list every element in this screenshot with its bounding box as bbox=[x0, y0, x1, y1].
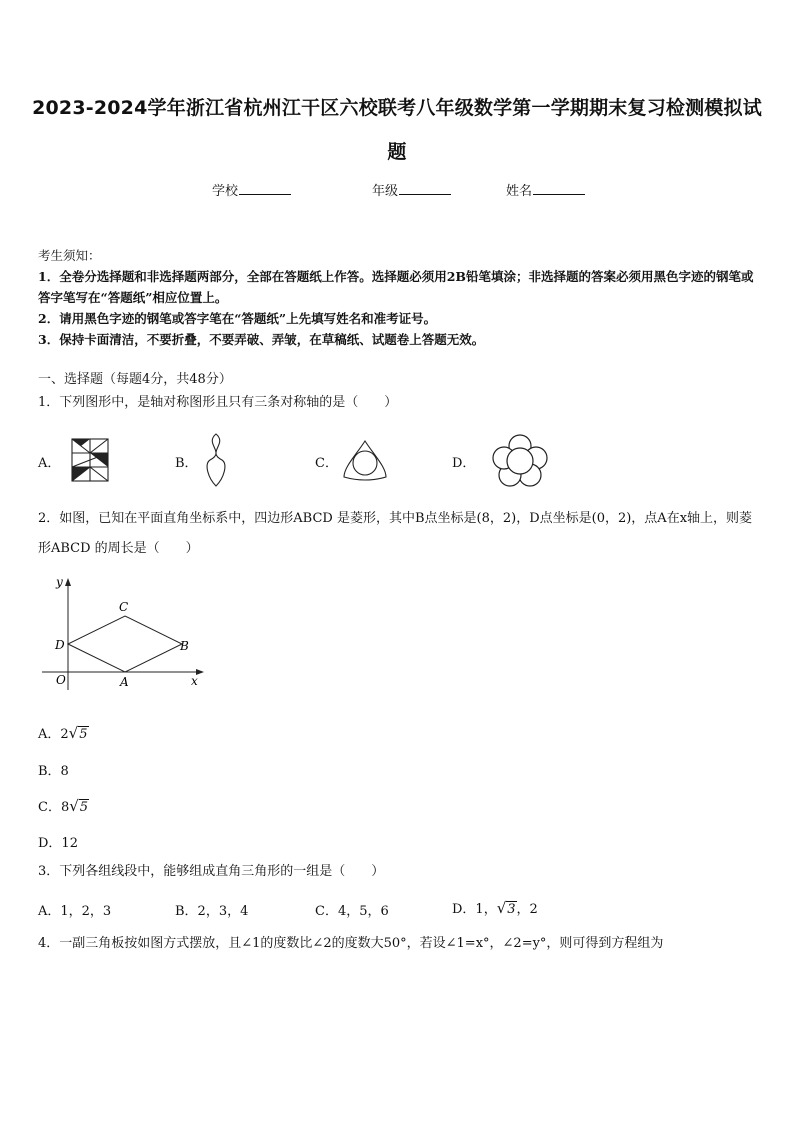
grade-field[interactable]: 年级 bbox=[372, 180, 451, 199]
name-blank[interactable] bbox=[533, 182, 585, 195]
q1-option-b-label[interactable]: B． bbox=[175, 456, 198, 471]
question-2-stem: 2．如图，已知在平面直角坐标系中，四边形ABCD 是菱形，其中B点坐标是(8，2)，D点坐标是(0，2)，点A在x轴上，则菱形ABCD 的周长是（ ） bbox=[38, 511, 753, 556]
title-line-2: 题 bbox=[387, 141, 407, 163]
notice-item-2: 2．请用黑色字迹的钢笔或答字笔在“答题纸”上先填写姓名和准考证号。 bbox=[38, 311, 437, 326]
school-blank[interactable] bbox=[239, 182, 291, 195]
q2-option-c[interactable]: C．8√5 bbox=[38, 797, 89, 815]
sqrt-symbol: √5 bbox=[69, 797, 89, 815]
sqrt-symbol: √5 bbox=[68, 724, 88, 742]
y-axis-label: y bbox=[56, 575, 63, 589]
notice-heading: 考生须知： bbox=[38, 248, 101, 263]
q1-option-d-figure bbox=[492, 433, 548, 487]
q1-option-a-label[interactable]: A． bbox=[38, 456, 61, 471]
section-heading: 一、选择题（每题4分，共48分） bbox=[38, 372, 232, 387]
origin-label: O bbox=[56, 673, 66, 687]
point-c-label: C bbox=[119, 600, 129, 614]
q3-option-b[interactable]: B．2，3，4 bbox=[175, 904, 249, 919]
name-field[interactable]: 姓名 bbox=[506, 180, 585, 199]
q2-option-a[interactable]: A．2√5 bbox=[38, 724, 88, 742]
exam-title bbox=[30, 86, 764, 174]
question-1-stem: 1．下列图形中，是轴对称图形且只有三条对称轴的是（ ） bbox=[38, 395, 398, 410]
q1-option-c-figure bbox=[340, 437, 390, 483]
title-line-1: 2023-2024学年浙江省杭州江干区六校联考八年级数学第一学期期末复习检测模拟试 bbox=[32, 97, 762, 119]
q3-option-c[interactable]: C．4，5，6 bbox=[315, 904, 389, 919]
q2-rhombus-diagram bbox=[38, 572, 218, 694]
question-3-stem: 3．下列各组线段中，能够组成直角三角形的一组是（ ） bbox=[38, 864, 385, 879]
sqrt-symbol: √3 bbox=[496, 899, 516, 917]
q2-option-b[interactable]: B．8 bbox=[38, 764, 69, 779]
notice-item-3: 3．保持卡面清洁，不要折叠，不要弄破、弄皱，在草稿纸、试题卷上答题无效。 bbox=[38, 332, 485, 347]
point-b-label: B bbox=[180, 639, 189, 653]
school-field[interactable]: 学校 bbox=[212, 180, 291, 199]
q3-option-d[interactable]: D．1，√3，2 bbox=[452, 899, 538, 917]
q1-option-a-figure bbox=[70, 437, 112, 485]
x-axis-label: x bbox=[191, 674, 198, 688]
y-axis-arrow bbox=[65, 578, 71, 586]
q1-option-c-label[interactable]: C． bbox=[315, 456, 338, 471]
grade-blank[interactable] bbox=[399, 182, 451, 195]
q2-option-d[interactable]: D．12 bbox=[38, 836, 78, 851]
point-d-label: D bbox=[55, 638, 65, 652]
question-4-stem: 4．一副三角板按如图方式摆放，且∠1的度数比∠2的度数大50°，若设∠1=x°，∠2=y°，则可得到方程组为 bbox=[38, 936, 664, 951]
exam-notice bbox=[38, 245, 758, 350]
q3-option-a[interactable]: A．1，2，3 bbox=[38, 904, 112, 919]
q1-option-d-label[interactable]: D． bbox=[452, 456, 476, 471]
notice-item-1: 1．全卷分选择题和非选择题两部分，全部在答题纸上作答。选择题必须用2B铅笔填涂；非选择题的答案必须用黑色字迹的钢笔或答字笔写在“答题纸”相应位置上。 bbox=[38, 269, 754, 305]
rhombus-abcd bbox=[68, 616, 182, 672]
point-a-label: A bbox=[120, 675, 129, 689]
q1-option-b-figure bbox=[200, 432, 232, 488]
